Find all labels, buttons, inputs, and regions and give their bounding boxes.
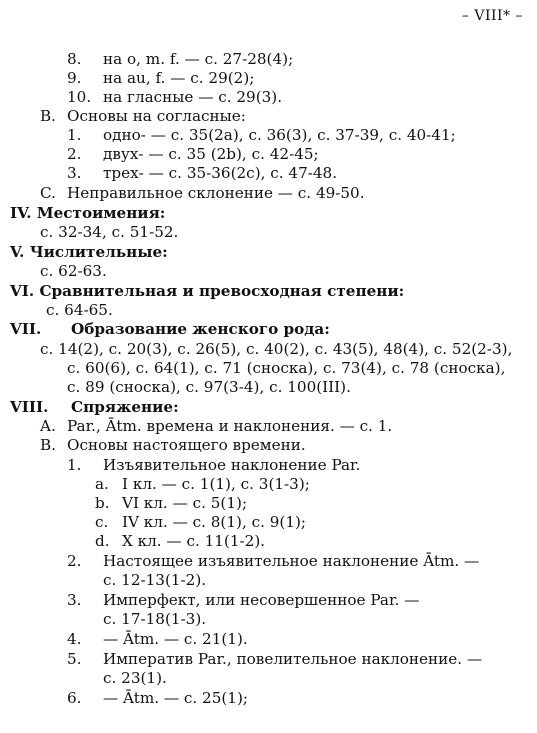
item-number: 1. xyxy=(67,456,82,474)
item-text: с. 23(1). xyxy=(103,669,167,687)
item-letter: a. xyxy=(95,475,109,493)
item-text: с. 64-65. xyxy=(46,301,113,319)
section-heading: VI. Сравнительная и превосходная степени: xyxy=(10,282,405,300)
item-text: с. 62-63. xyxy=(40,262,107,280)
item-text: X кл. — с. 11(1-2). xyxy=(122,532,266,550)
item-number: 10. xyxy=(67,88,92,106)
item-text: на гласные — с. 29(3). xyxy=(103,88,283,106)
item-text: — Ātm. — с. 25(1); xyxy=(103,689,249,707)
item-number: 2. xyxy=(67,552,82,570)
item-text: IV кл. — с. 8(1), с. 9(1); xyxy=(122,513,307,531)
item-number: 1. xyxy=(67,126,82,144)
item-letter: d. xyxy=(95,532,110,550)
item-number: B. xyxy=(40,107,56,125)
section-heading: Спряжение: xyxy=(71,398,179,416)
item-text: VI кл. — с. 5(1); xyxy=(122,494,248,512)
item-text: — Ātm. — с. 21(1). xyxy=(103,630,248,648)
item-number: A. xyxy=(40,417,56,435)
item-text: Изъявительное наклонение Par. xyxy=(103,456,361,474)
item-text: с. 14(2), с. 20(3), с. 26(5), с. 40(2), с. 43(5), 48(4), с. 52(2-3), xyxy=(40,340,513,358)
item-number: 2. xyxy=(67,145,82,163)
section-number: VIII. xyxy=(10,398,49,416)
item-text: I кл. — с. 1(1), с. 3(1-3); xyxy=(122,475,310,493)
section-number: VII. xyxy=(10,320,42,338)
item-text: двух- — с. 35 (2b), с. 42-45; xyxy=(103,145,319,163)
item-text: Имперфект, или несовершенное Par. — xyxy=(103,591,420,609)
item-text: Основы настоящего времени. xyxy=(67,436,306,454)
item-text: на au, f. — с. 29(2); xyxy=(103,69,255,87)
item-text: одно- — с. 35(2a), с. 36(3), с. 37-39, с. 40-41; xyxy=(103,126,456,144)
item-text: Основы на согласные: xyxy=(67,107,246,125)
item-number: 8. xyxy=(67,50,82,68)
item-text: с. 32-34, с. 51-52. xyxy=(40,223,179,241)
item-text: с. 12-13(1-2). xyxy=(103,571,207,589)
item-letter: b. xyxy=(95,494,110,512)
item-text: с. 89 (сноска), с. 97(3-4), с. 100(III). xyxy=(67,378,351,396)
item-text: Настоящее изъявительное наклонение Ātm. — xyxy=(103,552,480,570)
item-number: 4. xyxy=(67,630,82,648)
item-text: с. 17-18(1-3). xyxy=(103,610,207,628)
item-text: Неправильное склонение — с. 49-50. xyxy=(67,184,365,202)
page-number: – VIII* – xyxy=(461,8,523,24)
item-number: 3. xyxy=(67,164,82,182)
item-number: 9. xyxy=(67,69,82,87)
item-number: 5. xyxy=(67,650,82,668)
item-text: с. 60(6), с. 64(1), с. 71 (сноска), с. 73(4), с. 78 (сноска), xyxy=(67,359,506,377)
item-text: Императив Par., повелительное наклонение. — xyxy=(103,650,483,668)
item-number: C. xyxy=(40,184,56,202)
item-number: 6. xyxy=(67,689,82,707)
item-text: трех- — с. 35-36(2c), с. 47-48. xyxy=(103,164,338,182)
item-number: 3. xyxy=(67,591,82,609)
section-heading: IV. Местоимения: xyxy=(10,204,166,222)
item-text: Par., Ātm. времена и наклонения. — с. 1. xyxy=(67,417,393,435)
item-text: на o, m. f. — с. 27-28(4); xyxy=(103,50,294,68)
section-heading: V. Числительные: xyxy=(10,243,168,261)
section-heading: Образование женского рода: xyxy=(71,320,330,338)
item-letter: c. xyxy=(95,513,109,531)
item-number: B. xyxy=(40,436,56,454)
